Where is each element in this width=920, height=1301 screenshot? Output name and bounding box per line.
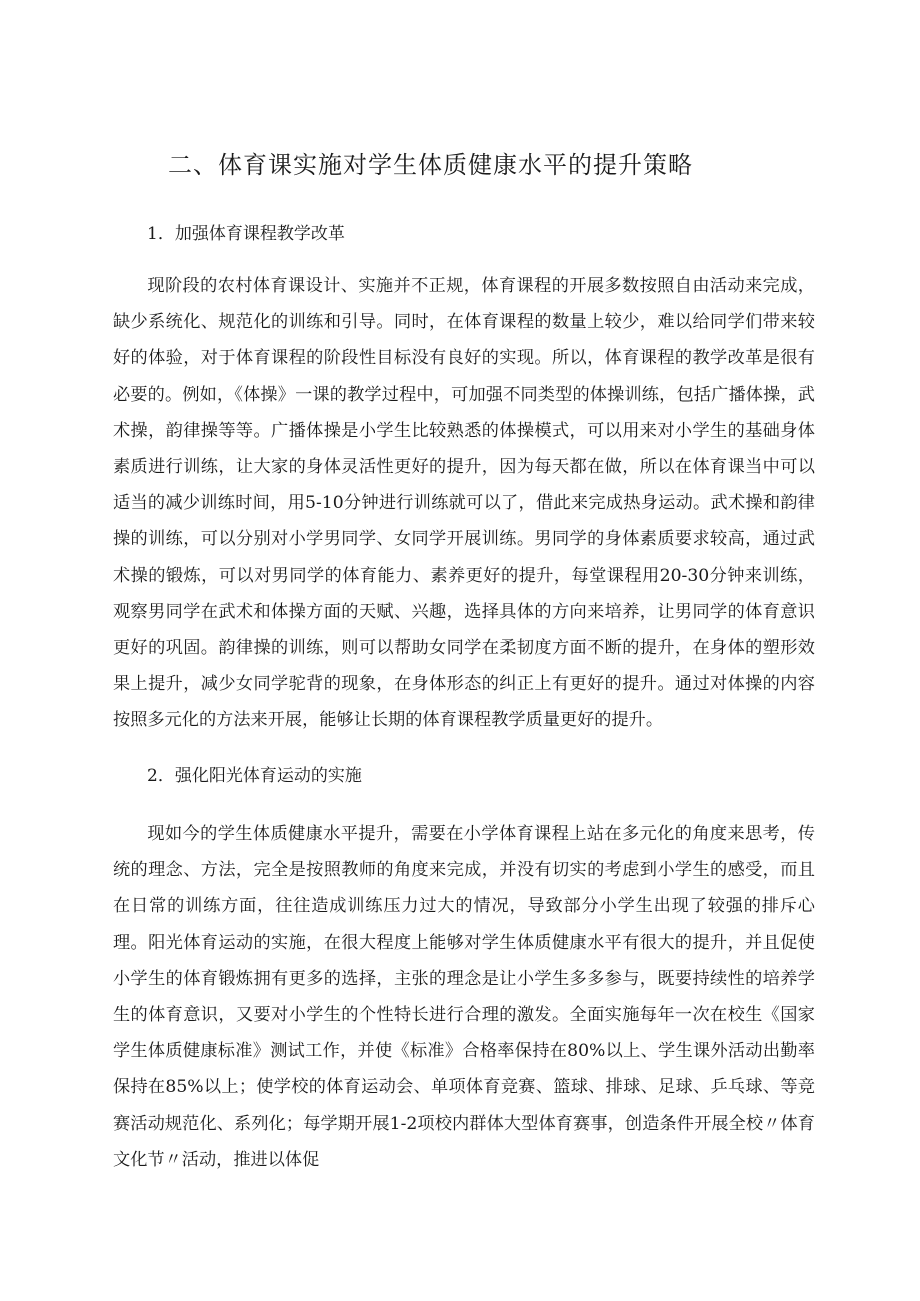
section-heading-2: 2．强化阳光体育运动的实施 xyxy=(147,766,362,786)
section-paragraph-1: 现阶段的农村体育课设计、实施并不正规，体育课程的开展多数按照自由活动来完成，缺少系统化、规范化的训练和引导。同时，在体育课程的数量上较少，难以给同学们带来较好的体验，对于体育课程的阶段性目标没有良好的实现。所以，体育课程的教学改革是很有必要的。例如，《体操》一课的教学过程中，可加强不同类型的体操训练，包括广播体操，武术操，韵律操等等。广播体操是小学生比较熟悉的体操模式，可以用来对小学生的基础身体素质进行训练，让大家的身体灵活性更好的提升，因为每天都在做，所以在体育课当中可以适当的减少训练时间，用5-10分钟进行训练就可以了，借此来完成热身运动。武术操和韵律操的训练，可以分别对小学男同学、女同学开展训练。男同学的身体素质要求较高，通过武术操的锻炼，可以对男同学的体育能力、素养更好的提升，每堂课程用20-30分钟来训练，观察男同学在武术和体操方面的天赋、兴趣，选择具体的方向来培养，让男同学的体育意识更好的巩固。韵律操的训练，则可以帮助女同学在柔韧度方面不断的提升，在身体的塑形效果上提升，减少女同学驼背的现象，在身体形态的纠正上有更好的提升。通过对体操的内容按照多元化的方法来开展，能够让长期的体育课程教学质量更好的提升。 xyxy=(113,276,815,731)
document-title: 二、体育课实施对学生体质健康水平的提升策略 xyxy=(168,151,693,179)
section-heading-1: 1．加强体育课程教学改革 xyxy=(147,224,345,244)
section-paragraph-2: 现如今的学生体质健康水平提升，需要在小学体育课程上站在多元化的角度来思考，传统的理念、方法，完全是按照教师的角度来完成，并没有切实的考虑到小学生的感受，而且在日常的训练方面，往往造成训练压力过大的情况，导致部分小学生出现了较强的排斥心理。阳光体育运动的实施，在很大程度上能够对学生体质健康水平有很大的提升，并且促使小学生的体育锻炼拥有更多的选择，主张的理念是让小学生多多参与，既要持续性的培养学生的体育意识，又要对小学生的个性特长进行合理的激发。全面实施每年一次在校生《国家学生体质健康标准》测试工作，并使《标准》合格率保持在80%以上、学生课外活动出勤率保持在85%以上；使学校的体育运动会、单项体育竞赛、篮球、排球、足球、乒乓球、等竞赛活动规范化、系列化；每学期开展1-2项校内群体大型体育赛事，创造条件开展全校〃体育文化节〃活动，推进以体促 xyxy=(113,824,815,1170)
